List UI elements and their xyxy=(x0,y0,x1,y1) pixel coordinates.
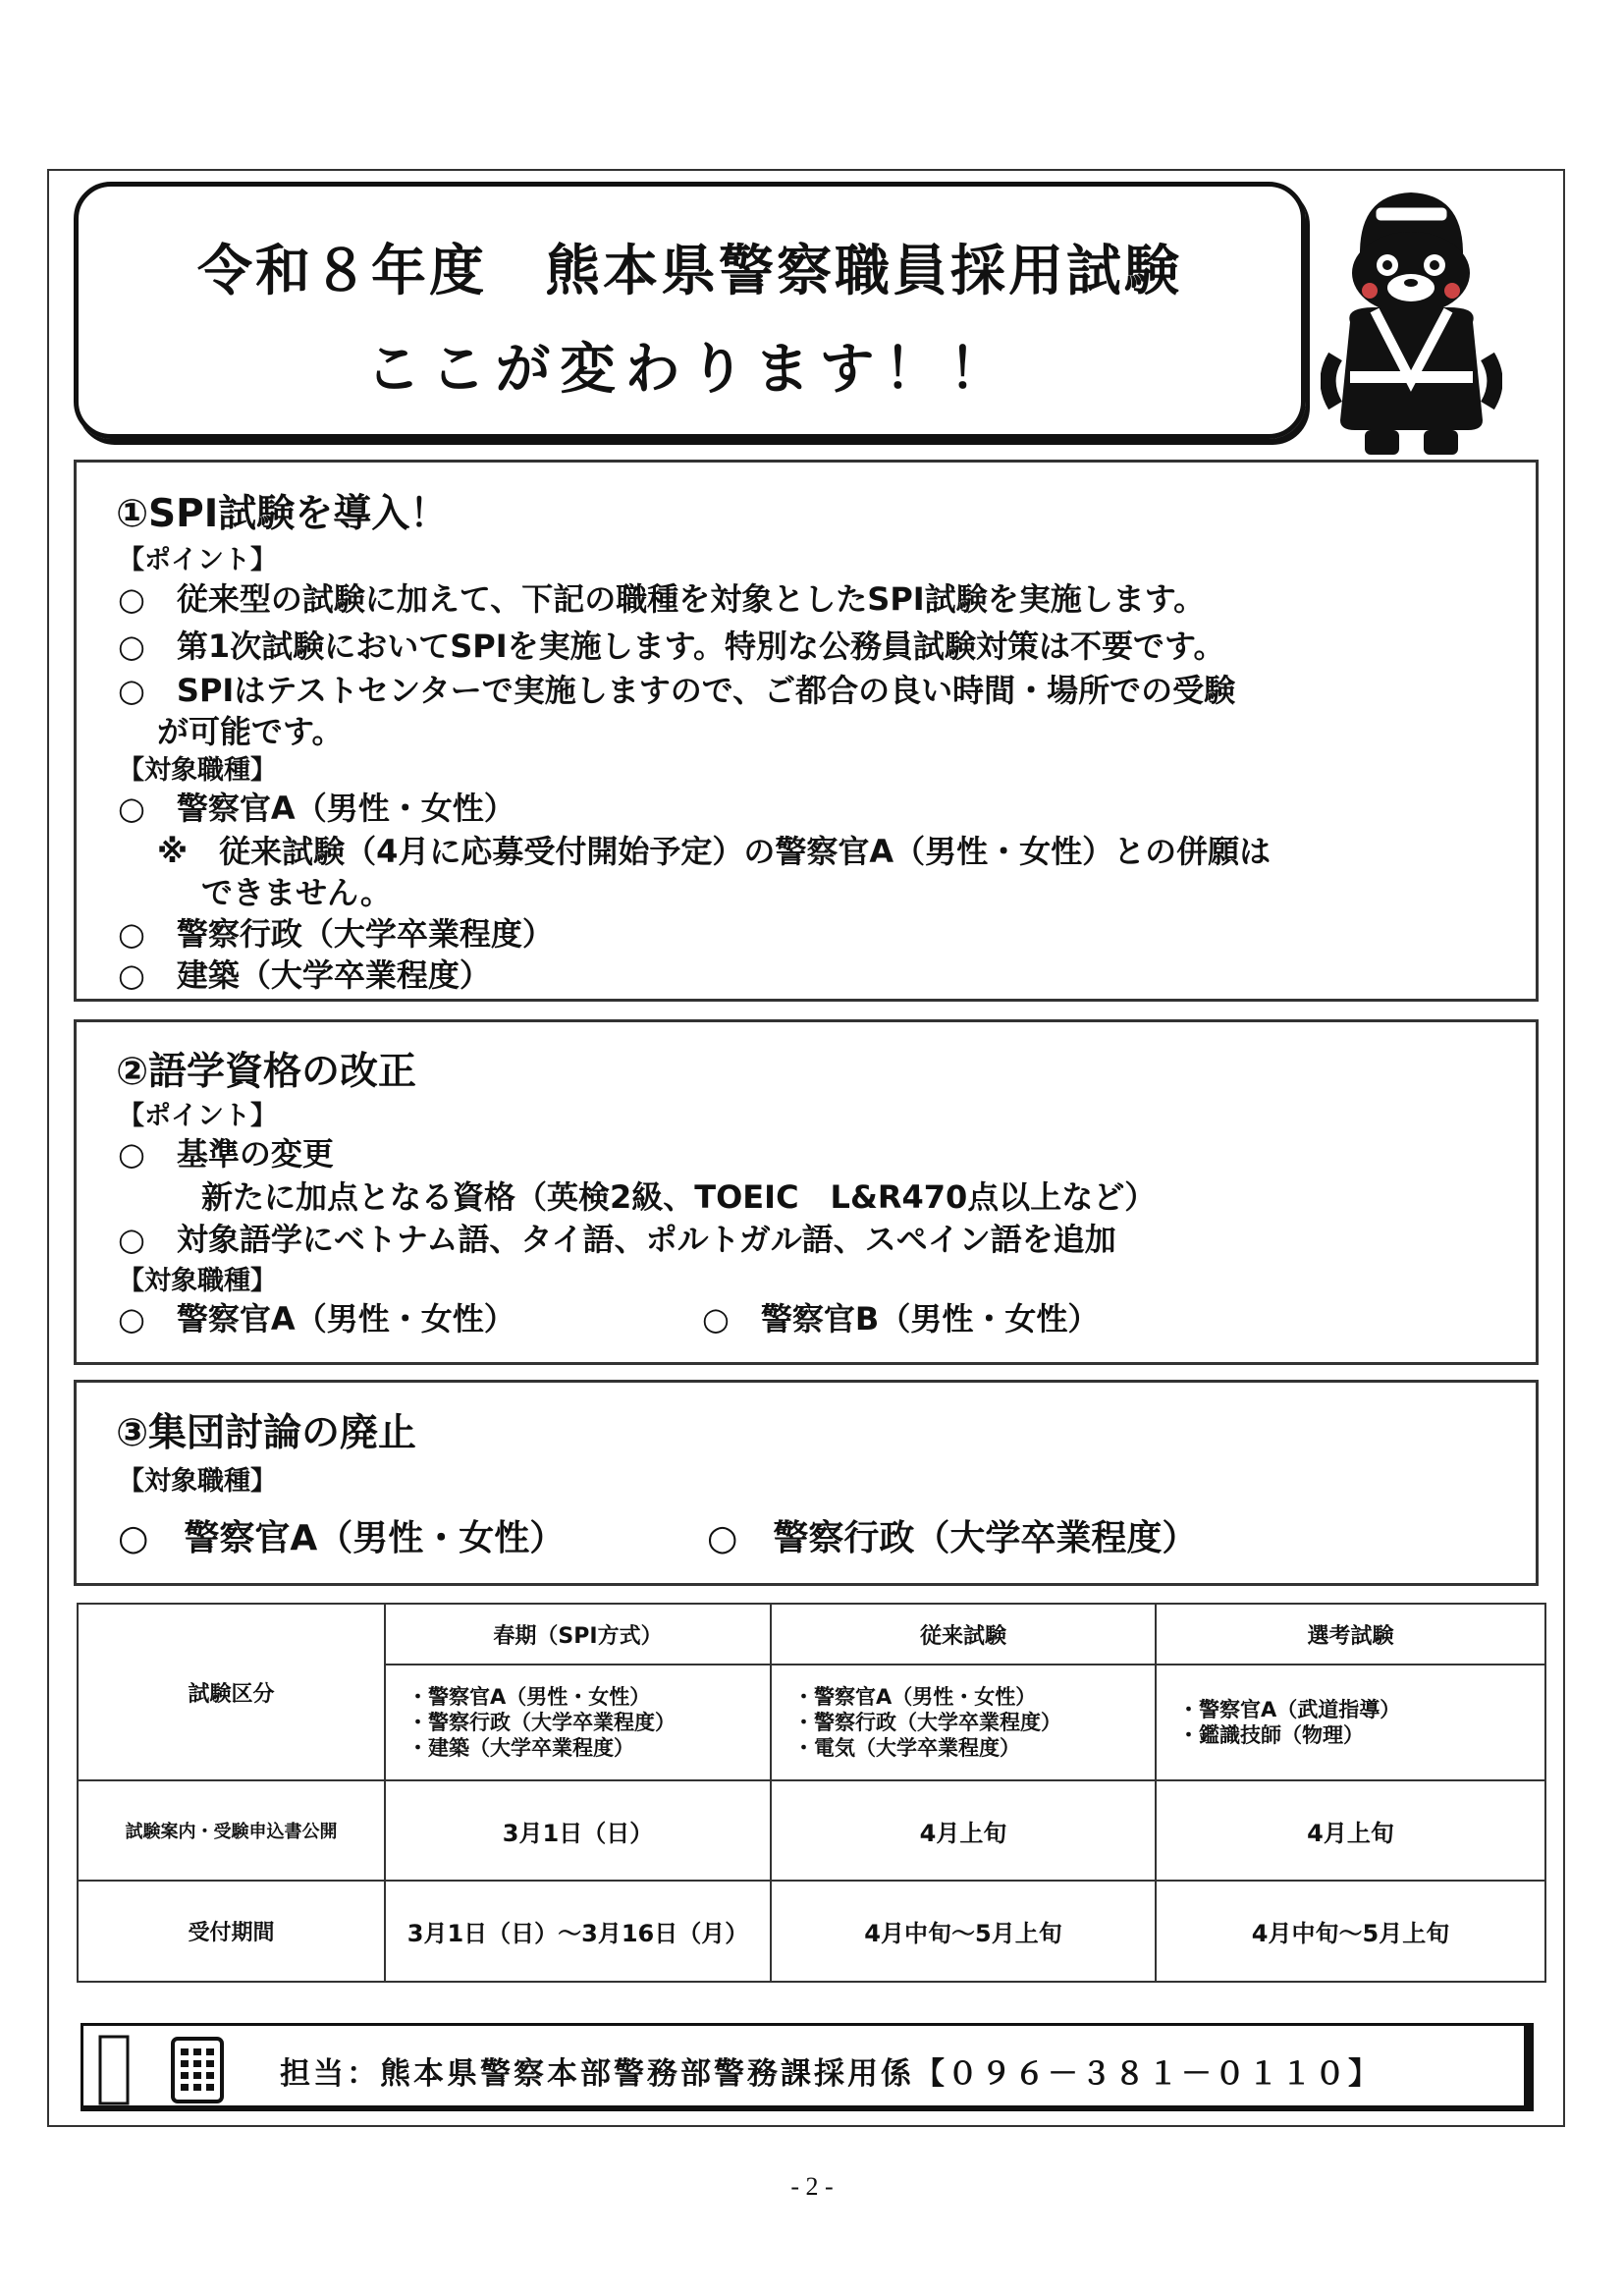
column-header: 従来試験 xyxy=(771,1604,1156,1665)
guide-cell: 4月上旬 xyxy=(771,1780,1156,1881)
column-header: 選考試験 xyxy=(1156,1604,1545,1665)
section-2-point-label: 【ポイント】 xyxy=(118,1101,277,1131)
section-1-target: ○ 警察官A（男性・女性） xyxy=(118,790,515,827)
section-3-heading: ③集団討論の廃止 xyxy=(116,1411,417,1455)
category-item: ・鑑識技師（物理） xyxy=(1178,1723,1364,1747)
section-2-heading: ②語学資格の改正 xyxy=(116,1050,417,1094)
section-1-point: ○ 従来型の試験に加えて、下記の職種を対象としたSPI試験を実施します。 xyxy=(118,580,1206,618)
section-1-point: ○ SPIはテストセンターで実施しますので、ご都合の良い時間・場所での受験 xyxy=(118,672,1236,709)
row-label-category: 試験区分 xyxy=(78,1604,385,1780)
period-cell: 4月中旬～5月上旬 xyxy=(771,1881,1156,1982)
guide-cell: 3月1日（日） xyxy=(385,1780,771,1881)
section-1-point: ○ 第1次試験においてSPIを実施します。特別な公務員試験対策は不要です。 xyxy=(118,628,1225,665)
contact-text: 担当：熊本県警察本部警務部警務課採用係【０９６－３８１－０１１０】 xyxy=(280,2056,1381,2092)
section-1-target: ○ 警察行政（大学卒業程度） xyxy=(118,915,554,953)
section-3-target: ○ 警察行政（大学卒業程度） xyxy=(707,1518,1198,1558)
title-box xyxy=(74,182,1306,439)
section-1-heading: ①SPI試験を導入！ xyxy=(116,492,449,536)
row-label-guide: 試験案内・受験申込書公開 xyxy=(78,1780,385,1881)
row-label-period: 受付期間 xyxy=(78,1881,385,1982)
schedule-table xyxy=(77,1603,1546,1983)
category-item: ・警察行政（大学卒業程度） xyxy=(793,1711,1061,1734)
period-cell: 4月中旬～5月上旬 xyxy=(1156,1881,1545,1982)
section-1-target: ○ 建築（大学卒業程度） xyxy=(118,956,491,994)
category-cell xyxy=(1156,1665,1545,1780)
section-2-target: ○ 警察官B（男性・女性） xyxy=(702,1300,1100,1338)
category-item: ・建築（大学卒業程度） xyxy=(407,1736,634,1760)
page-number: - 2 - xyxy=(790,2172,834,2201)
section-2-target-label: 【対象職種】 xyxy=(118,1266,277,1296)
section-1-point-label: 【ポイント】 xyxy=(118,545,277,575)
guide-cell: 4月上旬 xyxy=(1156,1780,1545,1881)
title-line-1: 令和８年度 熊本県警察職員採用試験 xyxy=(197,240,1182,303)
section-3-target-label: 【対象職種】 xyxy=(118,1466,277,1497)
section-2-point: 新たに加点となる資格（英検2級、TOEIC L&R470点以上など） xyxy=(201,1178,1157,1216)
section-1-target-label: 【対象職種】 xyxy=(118,755,277,786)
category-cell xyxy=(385,1665,771,1780)
category-item: ・電気（大学卒業程度） xyxy=(793,1736,1020,1760)
period-cell: 3月1日（日）～3月16日（月） xyxy=(385,1881,771,1982)
title-line-2: ここが変わります！！ xyxy=(365,338,1014,402)
column-header: 春期（SPI方式） xyxy=(385,1604,771,1665)
section-2-point: ○ 基準の変更 xyxy=(118,1135,334,1173)
category-item: ・警察官A（男性・女性） xyxy=(793,1685,1037,1709)
mascot-illustration xyxy=(1321,185,1502,460)
category-item: ・警察官A（武道指導） xyxy=(1178,1698,1401,1721)
section-1-target: ※ 従来試験（4月に応募受付開始予定）の警察官A（男性・女性）との併願は xyxy=(157,833,1272,870)
section-1-point: が可能です。 xyxy=(157,713,344,750)
section-2-point: ○ 対象語学にベトナム語、タイ語、ポルトガル語、スペイン語を追加 xyxy=(118,1221,1116,1258)
section-3-target: ○ 警察官A（男性・女性） xyxy=(118,1518,566,1558)
category-item: ・警察行政（大学卒業程度） xyxy=(407,1711,676,1734)
section-1-target: できません。 xyxy=(201,874,392,911)
section-2-target: ○ 警察官A（男性・女性） xyxy=(118,1300,515,1338)
phone-icon xyxy=(98,2035,226,2105)
category-item: ・警察官A（男性・女性） xyxy=(407,1685,651,1709)
category-cell xyxy=(771,1665,1156,1780)
